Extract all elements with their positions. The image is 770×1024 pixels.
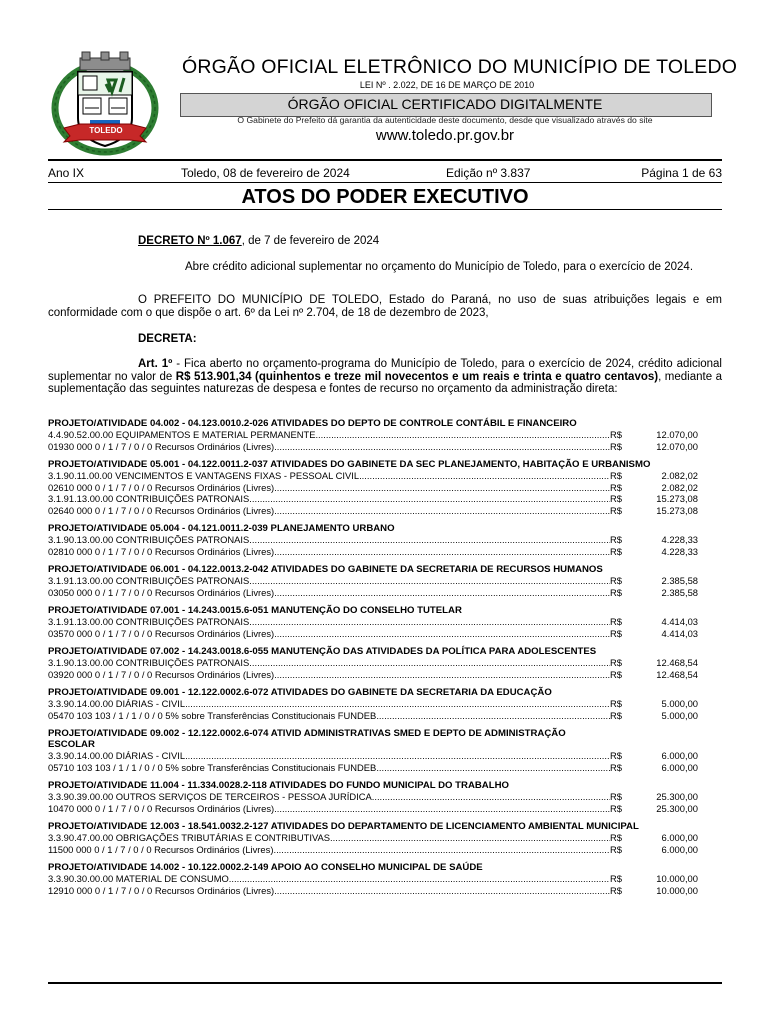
info-rule-bottom [48,209,722,210]
dot-leader [372,791,610,803]
currency-symbol: R$ [610,802,622,814]
line-amount: 10.000,00 [656,884,698,896]
line-description: 05710 103 103 / 1 / 1 / 0 / 0 5% sobre Transferências Constitucionais FUNDEB [48,761,377,773]
line-amount: 6.000,00 [661,761,698,773]
footer-rule [48,982,722,984]
line-description: 3.1.91.13.00.00 CONTRIBUIÇÕES PATRONAIS [48,616,250,627]
budget-line [48,669,698,681]
dot-leader [185,750,610,762]
budget-allocation-list [48,418,698,903]
budget-line [48,762,698,774]
dot-leader [249,616,610,628]
budget-line [48,750,698,762]
dot-leader [185,698,610,710]
project-title: PROJETO/ATIVIDADE 11.004 - 11.334.0028.2-118 ATIVIDADES DO FUNDO MUNICIPAL DO TRABALHO [48,780,509,791]
budget-line [48,710,698,722]
dot-leader [330,832,610,844]
line-amount: 12.070,00 [656,440,698,452]
project-title: PROJETO/ATIVIDADE 07.001 - 14.243.0015.6-051 MANUTENÇÃO DO CONSELHO TUTELAR [48,605,462,616]
project-title: PROJETO/ATIVIDADE 12.003 - 18.541.0032.2-127 ATIVIDADES DO DEPARTAMENTO DE LICENCIAMENTO AMBIENTAL MUNICIPAL [48,821,639,832]
budget-line [48,493,698,505]
dot-leader [274,482,610,494]
line-amount: 4.228,33 [661,534,698,545]
budget-line [48,505,698,517]
budget-line [48,791,698,803]
article-label: Art. 1º [138,358,173,370]
dot-leader [249,575,610,587]
line-description: 02810 000 0 / 1 / 7 / 0 / 0 Recursos Ordinários (Livres) [48,545,275,557]
budget-line [48,698,698,710]
project-block [48,862,698,896]
header-rule [48,159,722,161]
project-title: PROJETO/ATIVIDADE 04.002 - 04.123.0010.2-026 ATIVIDADES DO DEPTO DE CONTROLE CONTÁBIL E FINANCEIRO [48,418,577,429]
line-description: 01930 000 0 / 1 / 7 / 0 / 0 Recursos Ordinários (Livres) [48,440,275,452]
line-amount: 2.082,02 [661,470,698,481]
article-1 [48,358,722,396]
budget-line [48,587,698,599]
budget-line [48,534,698,546]
line-description: 3.1.90.13.00.00 CONTRIBUIÇÕES PATRONAIS [48,534,250,545]
crest-ribbon-text: TOLEDO [89,126,123,135]
budget-line [48,628,698,640]
decree-preamble: O PREFEITO DO MUNICÍPIO DE TOLEDO, Estado do Paraná, no uso de suas atribuições legais e em conformidade com o que dispõe o art. 6º da Lei nº 2.704, de 18 de dezembro de 2023, [48,294,722,319]
line-description: 3.3.90.14.00.00 DIÁRIAS - CIVIL [48,750,186,761]
line-description: 4.4.90.52.00.00 EQUIPAMENTOS E MATERIAL PERMANENTE [48,429,316,440]
dot-leader [376,710,610,722]
line-amount: 4.228,33 [661,545,698,557]
line-amount: 2.082,02 [661,481,698,493]
currency-symbol: R$ [610,429,622,440]
line-amount: 25.300,00 [656,802,698,814]
budget-line [48,429,698,441]
line-amount: 10.000,00 [656,873,698,884]
dot-leader [274,803,610,815]
municipal-crest [50,50,160,160]
crest-logo [50,50,160,160]
budget-line [48,873,698,885]
currency-symbol: R$ [610,791,622,802]
line-amount: 2.385,58 [661,586,698,598]
decree-decreta: DECRETA: [138,333,197,345]
info-rule-top [48,182,722,183]
dot-leader [249,493,610,505]
currency-symbol: R$ [610,873,622,884]
decree-date: , de 7 de fevereiro de 2024 [241,235,380,247]
line-amount: 6.000,00 [661,843,698,855]
project-block [48,821,698,855]
line-description: 3.3.90.14.00.00 DIÁRIAS - CIVIL [48,698,186,709]
line-description: 3.3.90.30.00.00 MATERIAL DE CONSUMO [48,873,229,884]
line-amount: 12.468,54 [656,668,698,680]
project-block [48,646,698,680]
website-link[interactable]: www.toledo.pr.gov.br [375,127,515,144]
dot-leader [359,470,610,482]
budget-line [48,832,698,844]
line-amount: 15.273,08 [656,504,698,516]
decree-summary: Abre crédito adicional suplementar no orçamento do Município de Toledo, para o exercício de 2024. [185,261,694,273]
dot-leader [274,669,610,681]
line-amount: 4.414,03 [661,616,698,627]
page-indicator: Página 1 de 63 [641,166,722,180]
project-block [48,780,698,814]
line-description: 3.3.90.39.00.00 OUTROS SERVIÇOS DE TERCEIROS - PESSOA JURÍDICA [48,791,372,802]
line-description: 03920 000 0 / 1 / 7 / 0 / 0 Recursos Ordinários (Livres) [48,668,275,680]
budget-line [48,657,698,669]
currency-symbol: R$ [610,627,622,639]
budget-line [48,844,698,856]
dot-leader [274,885,610,897]
currency-symbol: R$ [610,616,622,627]
project-block [48,459,698,516]
budget-line [48,616,698,628]
currency-symbol: R$ [610,545,622,557]
line-amount: 5.000,00 [661,709,698,721]
budget-line [48,803,698,815]
line-amount: 25.300,00 [656,791,698,802]
dot-leader [274,441,610,453]
authenticity-note: O Gabinete do Prefeito dá garantia da autenticidade deste documento, desde que visualizado através do site [237,115,653,125]
budget-line [48,546,698,558]
currency-symbol: R$ [610,534,622,545]
dot-leader [274,505,610,517]
line-description: 10470 000 0 / 1 / 7 / 0 / 0 Recursos Ordinários (Livres) [48,802,275,814]
currency-symbol: R$ [610,586,622,598]
line-description: 11500 000 0 / 1 / 7 / 0 / 0 Recursos Ordinários (Livres) [48,843,274,855]
currency-symbol: R$ [610,493,622,504]
dot-leader [249,657,610,669]
currency-symbol: R$ [610,709,622,721]
line-amount: 6.000,00 [661,750,698,761]
project-block [48,605,698,639]
article-text-start: - Fica aberto no orçamento-programa do Município de Toledo, para o exercício de 2024, crédito adicional suplementar no valor de [48,358,722,383]
currency-symbol: R$ [610,698,622,709]
currency-symbol: R$ [610,761,622,773]
section-title: ATOS DO PODER EXECUTIVO [241,186,529,208]
line-amount: 2.385,58 [661,575,698,586]
currency-symbol: R$ [610,668,622,680]
decree-heading [138,235,718,248]
project-title: PROJETO/ATIVIDADE 05.004 - 04.121.0011.2-039 PLANEJAMENTO URBANO [48,523,395,534]
budget-line [48,885,698,897]
project-title: PROJETO/ATIVIDADE 09.002 - 12.122.0002.6-074 ATIVID ADMINISTRATIVAS SMED E DEPTO DE ADMINISTRAÇÃO ESCOLAR [48,728,566,750]
currency-symbol: R$ [610,843,622,855]
currency-symbol: R$ [610,470,622,481]
line-description: 03570 000 0 / 1 / 7 / 0 / 0 Recursos Ordinários (Livres) [48,627,275,639]
currency-symbol: R$ [610,481,622,493]
budget-line [48,575,698,587]
line-description: 3.1.91.13.00.00 CONTRIBUIÇÕES PATRONAIS [48,493,250,504]
project-title: PROJETO/ATIVIDADE 07.002 - 14.243.0018.6-055 MANUTENÇÃO DAS ATIVIDADES DA POLÍTICA PARA ADOLESCENTES [48,646,597,657]
line-description: 05470 103 103 / 1 / 1 / 0 / 0 5% sobre Transferências Constitucionais FUNDEB [48,709,377,721]
line-amount: 5.000,00 [661,698,698,709]
edition-year: Ano IX [48,166,85,180]
dot-leader [229,873,610,885]
law-reference: LEI Nº . 2.022, DE 16 DE MARÇO DE 2010 [359,80,535,90]
line-amount: 12.468,54 [656,657,698,668]
currency-symbol: R$ [610,657,622,668]
currency-symbol: R$ [610,884,622,896]
project-title: PROJETO/ATIVIDADE 09.001 - 12.122.0002.6-072 ATIVIDADES DO GABINETE DA SECRETARIA DA EDUCAÇÃO [48,687,552,698]
article-amount: R$ 513.901,34 (quinhentos e treze mil novecentos e um reais e trinta e quatro centavos) [175,370,659,383]
project-block [48,418,698,452]
currency-symbol: R$ [610,440,622,452]
dot-leader [274,628,610,640]
dot-leader [376,762,610,774]
project-block [48,687,698,721]
line-amount: 15.273,08 [656,493,698,504]
project-block [48,523,698,557]
currency-symbol: R$ [610,504,622,516]
currency-symbol: R$ [610,832,622,843]
project-title: PROJETO/ATIVIDADE 05.001 - 04.122.0011.2-037 ATIVIDADES DO GABINETE DA SEC PLANEJAMENTO, HABITAÇÃO E URBANISMO [48,459,651,470]
dot-leader [274,546,610,558]
line-amount: 6.000,00 [661,832,698,843]
line-description: 3.1.90.13.00.00 CONTRIBUIÇÕES PATRONAIS [48,657,250,668]
article-text-end: , mediante a suplementação das seguintes naturezas de despesa e fontes de recurso no orçamento da administração direta: [48,370,722,395]
project-title: PROJETO/ATIVIDADE 06.001 - 04.122.0013.2-042 ATIVIDADES DO GABINETE DA SECRETARIA DE RECURSOS HUMANOS [48,564,603,575]
project-block [48,564,698,598]
budget-line [48,482,698,494]
dot-leader [274,587,610,599]
project-block [48,728,698,773]
line-amount: 4.414,03 [661,627,698,639]
edition-number: Edição nº 3.837 [446,166,531,180]
dot-leader [315,429,610,441]
line-description: 3.1.90.11.00.00 VENCIMENTOS E VANTAGENS FIXAS - PESSOAL CIVIL [48,470,360,481]
line-description: 3.1.91.13.00.00 CONTRIBUIÇÕES PATRONAIS [48,575,250,586]
line-description: 02640 000 0 / 1 / 7 / 0 / 0 Recursos Ordinários (Livres) [48,504,275,516]
dot-leader [273,844,610,856]
budget-line [48,441,698,453]
line-description: 12910 000 0 / 1 / 7 / 0 / 0 Recursos Ordinários (Livres) [48,884,275,896]
certification-title: ÓRGÃO OFICIAL CERTIFICADO DIGITALMENTE [287,96,603,112]
budget-line [48,470,698,482]
project-title: PROJETO/ATIVIDADE 14.002 - 10.122.0002.2-149 APOIO AO CONSELHO MUNICIPAL DE SAÚDE [48,862,483,873]
decree-number: DECRETO Nº 1.067 [138,235,242,247]
line-description: 03050 000 0 / 1 / 7 / 0 / 0 Recursos Ordinários (Livres) [48,586,275,598]
line-amount: 12.070,00 [656,429,698,440]
gazette-title: ÓRGÃO OFICIAL ELETRÔNICO DO MUNICÍPIO DE TOLEDO [182,56,738,78]
edition-date: Toledo, 08 de fevereiro de 2024 [181,166,350,180]
line-description: 02610 000 0 / 1 / 7 / 0 / 0 Recursos Ordinários (Livres) [48,481,275,493]
line-description: 3.3.90.47.00.00 OBRIGAÇÕES TRIBUTÁRIAS E CONTRIBUTIVAS [48,832,331,843]
currency-symbol: R$ [610,575,622,586]
edition-info-bar [48,166,722,180]
currency-symbol: R$ [610,750,622,761]
dot-leader [249,534,610,546]
